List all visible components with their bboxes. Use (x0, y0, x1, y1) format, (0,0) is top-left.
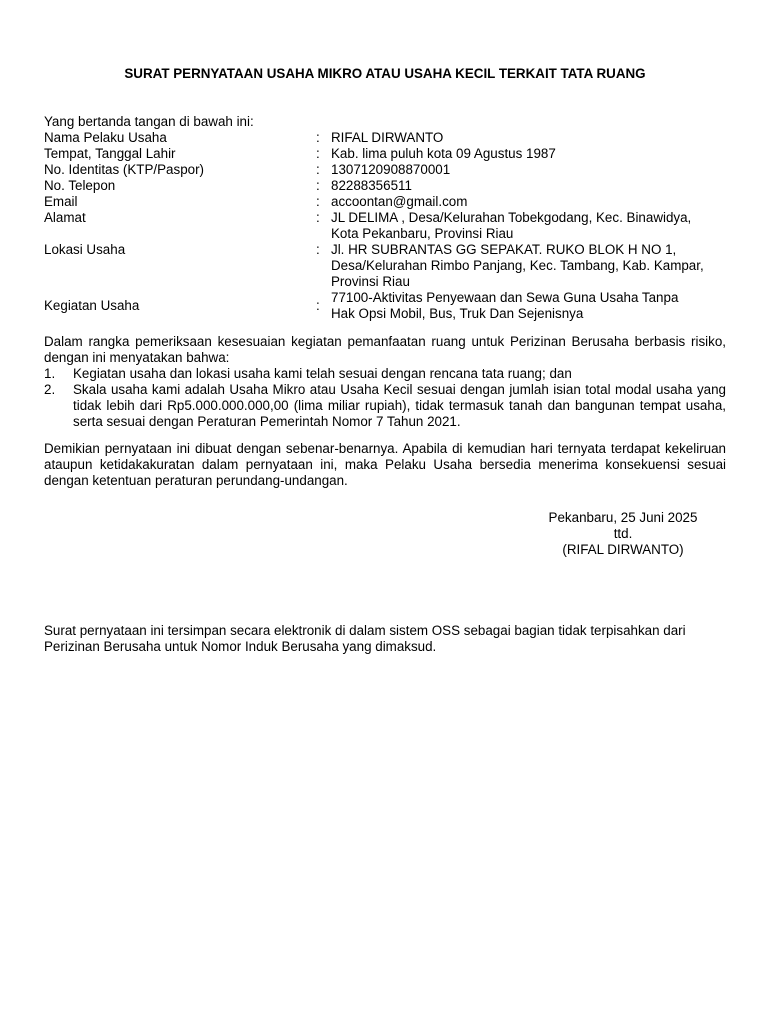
identity-value (331, 210, 726, 242)
signature-block (520, 510, 726, 558)
list-text: Kegiatan usaha dan lokasi usaha kami telah sesuai dengan rencana tata ruang; dan (73, 366, 572, 381)
intro-text: Yang bertanda tangan di bawah ini: (44, 114, 254, 129)
separator: : (316, 146, 320, 161)
identity-value (331, 242, 726, 290)
identity-row-business-activity (44, 290, 726, 322)
identity-row-birth (44, 146, 726, 162)
identity-label: Lokasi Usaha (44, 242, 126, 257)
identity-label: Nama Pelaku Usaha (44, 130, 167, 145)
identity-value (331, 290, 726, 322)
identity-value: Kab. lima puluh kota 09 Agustus 1987 (331, 146, 556, 161)
document-title: SURAT PERNYATAAN USAHA MIKRO ATAU USAHA KECIL TERKAIT TATA RUANG (124, 66, 646, 81)
identity-label: Email (44, 194, 78, 209)
separator: : (316, 162, 320, 177)
identity-value: accoontan@gmail.com (331, 194, 468, 209)
identity-row-business-location (44, 242, 726, 290)
separator: : (316, 194, 320, 209)
activity-line: Hak Opsi Mobil, Bus, Truk Dan Sejenisnya (331, 306, 584, 321)
identity-row-name (44, 130, 726, 146)
identity-row-email (44, 194, 726, 210)
statement-paragraph: Dalam rangka pemeriksaan kesesuaian kegiatan pemanfaatan ruang untuk Perizinan Berusaha berbasis risiko, dengan ini menyatakan bahwa: (44, 334, 726, 365)
identity-label: Tempat, Tanggal Lahir (44, 146, 176, 161)
location-line: Desa/Kelurahan Rimbo Panjang, Kec. Tambang, Kab. Kampar, (331, 258, 704, 273)
identity-row-id-number (44, 162, 726, 178)
separator: : (316, 130, 320, 145)
list-number: 2. (44, 382, 56, 397)
location-line: Provinsi Riau (331, 274, 410, 289)
signature-place-date: Pekanbaru, 25 Juni 2025 (548, 510, 698, 525)
address-line: Kota Pekanbaru, Provinsi Riau (331, 226, 514, 241)
separator: : (316, 242, 320, 257)
identity-value: 1307120908870001 (331, 162, 451, 177)
footer-note: Surat pernyataan ini tersimpan secara elektronik di dalam sistem OSS sebagai bagian tidak terpisahkan dari Perizinan Berusaha untuk Nomor Induk Berusaha yang dimaksud. (44, 623, 686, 654)
closing-paragraph: Demikian pernyataan ini dibuat dengan sebenar-benarnya. Apabila di kemudian hari ternyata terdapat kekeliruan ataupun ketidakakuratan dalam pernyataan ini, maka Pelaku Usaha bersedia menerima konsekuensi sesuai dengan ketentuan peraturan perundang-undangan. (44, 441, 726, 488)
signature-ttd: ttd. (613, 526, 633, 541)
identity-label: No. Telepon (44, 178, 116, 193)
list-item (44, 382, 726, 430)
identity-label: Alamat (44, 210, 86, 225)
separator: : (316, 210, 320, 225)
separator: : (316, 298, 320, 313)
identity-label: Kegiatan Usaha (44, 298, 140, 313)
separator: : (316, 178, 320, 193)
identity-label: No. Identitas (KTP/Paspor) (44, 162, 205, 177)
list-text: Skala usaha kami adalah Usaha Mikro atau Usaha Kecil sesuai dengan jumlah isian total modal usaha yang tidak lebih dari Rp5.000.000.000,00 (lima miliar rupiah), tidak termasuk tanah dan bangunan tempat usaha, serta sesuai dengan Peraturan Pemerintah Nomor 7 Tahun 2021. (73, 382, 726, 429)
identity-row-phone (44, 178, 726, 194)
location-line: Jl. HR SUBRANTAS GG SEPAKAT. RUKO BLOK H NO 1, (331, 242, 677, 257)
identity-value: 82288356511 (331, 178, 412, 193)
identity-row-address (44, 210, 726, 242)
address-line: JL DELIMA , Desa/Kelurahan Tobekgodang, Kec. Binawidya, (331, 210, 692, 225)
activity-line: 77100-Aktivitas Penyewaan dan Sewa Guna Usaha Tanpa (331, 290, 679, 305)
statement-list (44, 366, 726, 430)
identity-value: RIFAL DIRWANTO (331, 130, 444, 145)
document-page (44, 0, 726, 1024)
signature-name: (RIFAL DIRWANTO) (562, 542, 684, 557)
identity-table (44, 130, 726, 322)
list-number: 1. (44, 366, 56, 381)
list-item (44, 366, 726, 382)
